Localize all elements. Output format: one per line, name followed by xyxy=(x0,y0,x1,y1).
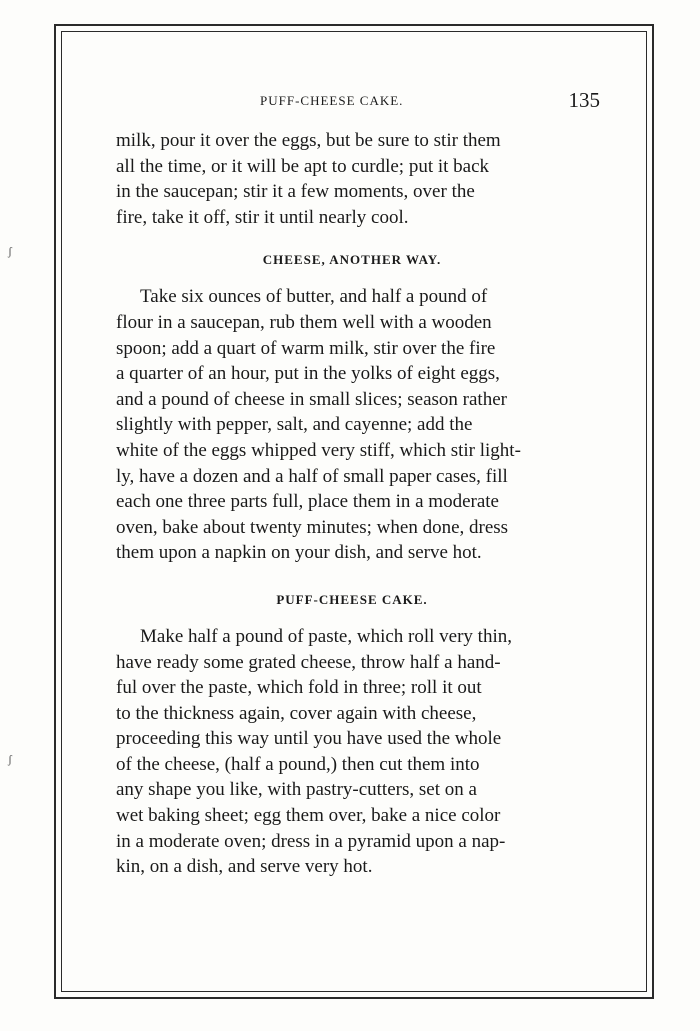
running-head: PUFF-CHEESE CAKE. xyxy=(260,93,404,108)
text-line: kin, on a dish, and serve very hot. xyxy=(116,856,373,878)
page-header xyxy=(110,88,600,116)
text-line: a quarter of an hour, put in the yolks of eight eggs, xyxy=(116,363,500,385)
recipe-paragraph xyxy=(116,624,588,880)
text-line: flour in a saucepan, rub them well with a wooden xyxy=(116,311,492,333)
text-line: in the saucepan; stir it a few moments, over the xyxy=(116,181,475,203)
text-line: all the time, or it will be apt to curdle; put it back xyxy=(116,155,490,177)
page-number: 135 xyxy=(568,88,600,112)
text-line: them upon a napkin on your dish, and serve hot. xyxy=(116,542,482,564)
recipe-paragraph xyxy=(116,284,588,566)
text-line: ful over the paste, which fold in three; roll it out xyxy=(116,677,482,699)
text-line: and a pound of cheese in small slices; season rather xyxy=(116,388,507,410)
paragraph-continuation xyxy=(116,128,588,230)
section-heading: CHEESE, ANOTHER WAY. xyxy=(262,252,442,268)
section-heading: PUFF-CHEESE CAKE. xyxy=(276,591,428,607)
text-line: wet baking sheet; egg them over, bake a nice color xyxy=(116,805,501,827)
text-line: Take six ounces of butter, and half a pound of xyxy=(140,286,488,308)
text-line: each one three parts full, place them in a moderate xyxy=(116,491,499,513)
text-line: have ready some grated cheese, throw half a hand- xyxy=(116,651,501,673)
text-line: white of the eggs whipped very stiff, which stir light- xyxy=(116,439,521,461)
text-line: milk, pour it over the eggs, but be sure to stir them xyxy=(116,130,501,151)
text-line: any shape you like, with pastry-cutters, set on a xyxy=(116,779,477,801)
text-line: fire, take it off, stir it until nearly cool. xyxy=(116,206,409,228)
text-line: slightly with pepper, salt, and cayenne; add the xyxy=(116,414,473,436)
text-line: to the thickness again, cover again with cheese, xyxy=(116,702,477,724)
text-line: spoon; add a quart of warm milk, stir over the fire xyxy=(116,337,496,359)
text-line: oven, bake about twenty minutes; when done, dress xyxy=(116,516,509,538)
text-line: in a moderate oven; dress in a pyramid upon a nap- xyxy=(116,830,506,852)
text-line: Make half a pound of paste, which roll very thin, xyxy=(140,625,512,647)
text-line: of the cheese, (half a pound,) then cut them into xyxy=(116,753,480,775)
page-content xyxy=(116,128,588,880)
text-line: ly, have a dozen and a half of small paper cases, fill xyxy=(116,465,508,487)
margin-mark: ʃ xyxy=(8,752,12,766)
text-line: proceeding this way until you have used the whole xyxy=(116,728,502,750)
margin-mark: ʃ xyxy=(8,244,12,258)
